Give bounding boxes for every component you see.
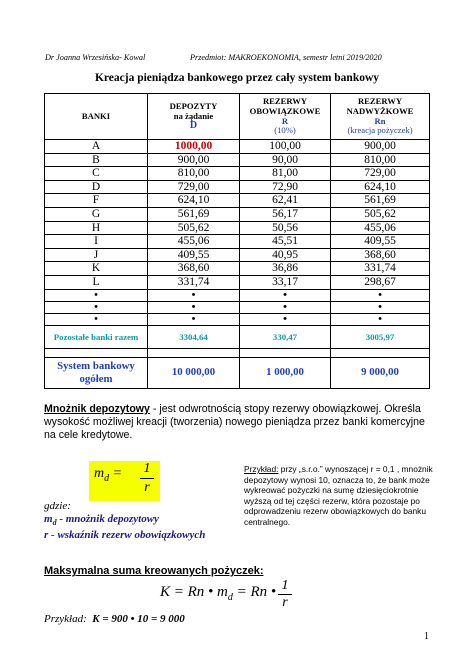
pozostale-d: 3304,64 — [148, 325, 240, 348]
deposit-cell: 729,00 — [148, 180, 240, 194]
table-row — [45, 167, 430, 181]
reserve-cell: 62,41 — [240, 194, 331, 208]
deposit-cell: 368,60 — [148, 262, 240, 276]
table-row — [45, 248, 430, 262]
system-label: System bankowy ogółem — [45, 357, 148, 388]
deposit-cell: 409,55 — [148, 248, 240, 262]
bank-cell: J — [45, 248, 148, 262]
pozostale-row — [45, 325, 430, 348]
bank-cell: C — [45, 167, 148, 181]
excess-reserve-cell: 729,00 — [331, 167, 430, 181]
pozostale-r: 330,47 — [240, 325, 331, 348]
table-body — [45, 140, 430, 290]
table-row — [45, 275, 430, 289]
header-rezerwy-nadwyzkowe: REZERWY NADWYŻKOWE Rn (kreacja pożyczek) — [331, 94, 430, 140]
table-row — [45, 235, 430, 249]
table-row — [45, 180, 430, 194]
bank-cell: K — [45, 262, 148, 276]
deposit-cell: 331,74 — [148, 275, 240, 289]
multiplier-definition: Mnożnik depozytowy - jest odwrotnością stopy rezerwy obowiązkowej. Określa wysokość możliwej kreacji (tworzenia) nowego pieniądza przez banki komercyjne na cele kredytowe. — [44, 403, 425, 441]
subject-header: Przedmiot: MAKROEKONOMIA, semestr letni 2019/2020 — [190, 53, 382, 62]
legend-block: gdzie: $m_d$ - mnożnik depozytowy r - wskaźnik rezerw obowiązkowych — [44, 500, 206, 542]
table-row — [45, 153, 430, 167]
deposit-cell: 810,00 — [148, 167, 240, 181]
excess-reserve-cell: 368,60 — [331, 248, 430, 262]
bank-cell: L — [45, 275, 148, 289]
excess-reserve-cell: 455,06 — [331, 221, 430, 235]
excess-reserve-cell: 505,62 — [331, 207, 430, 221]
bank-cell: D — [45, 180, 148, 194]
excess-reserve-cell: 331,74 — [331, 262, 430, 276]
reserve-cell: 56,17 — [240, 207, 331, 221]
table-row — [45, 194, 430, 208]
bank-cell: G — [45, 207, 148, 221]
bank-cell: I — [45, 235, 148, 249]
table-row — [45, 221, 430, 235]
system-d: 10 000,00 — [148, 357, 240, 388]
page-number: 1 — [424, 631, 429, 642]
excess-reserve-cell: 409,55 — [331, 235, 430, 249]
system-r: 1 000,00 — [240, 357, 331, 388]
table-row — [45, 207, 430, 221]
bank-table: BANKI DEPOZYTY na żądanie D REZERWY OBOWIĄZKOWE R (10%) REZERWY NADWYŻKOWE Rn (kreacja pożyczek) A 1000,00 100,00 900,00 B 900,00 90,00 810,00 C 810,00 81,00 729,00 D 729,00 72,90 624,10 F 624,10 62,41 561,69 G 561,69 56,17 505,62 H 505,62 50,56 455,06 I 455,06 45,51 409,55 J 409,55 40,95 368,60 K 368,60 36,86 331,74 L 331,74 33,17 298,67 • • • • • • • • • • • • Pozostałe banki razem 3304,64 330,47 3005,97 System bankowy ogółem 10 000,00 1 000,00 9 000,00 — [44, 93, 430, 389]
max-loans-title: Maksymalna suma kreowanych pożyczek: — [44, 565, 264, 577]
deposit-cell: 1000,00 — [148, 140, 240, 154]
author-header: Dr Joanna Wrzesińska- Kowal — [45, 53, 146, 62]
deposit-cell: 624,10 — [148, 194, 240, 208]
table-row — [45, 140, 430, 154]
reserve-cell: 45,51 — [240, 235, 331, 249]
bank-cell: F — [45, 194, 148, 208]
loans-example: Przykład: K = 900 • 10 = 9 000 — [44, 613, 185, 625]
multiplier-fraction: 1 r — [140, 461, 154, 496]
example-note: Przykład: przy „s.r.o.” wynoszącej r = 0,1 , mnożnik depozytowy wynosi 10, oznacza to, że bank może wykreować pożyczki na sumę dziesięciokrotnie wyższą od tej części rezerw, która pozostaje po odprowadzeniu rezerw obowiązkowych do banku centralnego. — [244, 464, 433, 527]
system-rn: 9 000,00 — [331, 357, 430, 388]
reserve-cell: 90,00 — [240, 153, 331, 167]
table-row — [45, 262, 430, 276]
header-rezerwy-obowiazkowe: REZERWY OBOWIĄZKOWE R (10%) — [240, 94, 331, 140]
reserve-cell: 40,95 — [240, 248, 331, 262]
excess-reserve-cell: 561,69 — [331, 194, 430, 208]
bank-cell: A — [45, 140, 148, 154]
excess-reserve-cell: 900,00 — [331, 140, 430, 154]
system-row — [45, 357, 430, 388]
reserve-cell: 36,86 — [240, 262, 331, 276]
bank-cell: H — [45, 221, 148, 235]
deposit-cell: 561,69 — [148, 207, 240, 221]
reserve-cell: 72,90 — [240, 180, 331, 194]
page-title: Kreacja pieniądza bankowego przez cały system bankowy — [94, 72, 380, 84]
excess-reserve-cell: 624,10 — [331, 180, 430, 194]
header-depozyty: DEPOZYTY na żądanie D — [148, 94, 240, 140]
reserve-cell: 81,00 — [240, 167, 331, 181]
deposit-cell: 900,00 — [148, 153, 240, 167]
excess-reserve-cell: 298,67 — [331, 275, 430, 289]
loans-formula: K = Rn • $m_d = Rn$ • — [160, 584, 277, 603]
deposit-cell: 505,62 — [148, 221, 240, 235]
excess-reserve-cell: 810,00 — [331, 153, 430, 167]
reserve-cell: 33,17 — [240, 275, 331, 289]
reserve-cell: 50,56 — [240, 221, 331, 235]
loans-fraction: 1 r — [278, 578, 292, 611]
reserve-cell: 100,00 — [240, 140, 331, 154]
multiplier-formula: $m_d$ = — [94, 466, 123, 484]
pozostale-label: Pozostałe banki razem — [45, 325, 148, 348]
deposit-cell: 455,06 — [148, 235, 240, 249]
header-banki: BANKI — [45, 94, 148, 140]
pozostale-rn: 3005,97 — [331, 325, 430, 348]
bank-cell: B — [45, 153, 148, 167]
